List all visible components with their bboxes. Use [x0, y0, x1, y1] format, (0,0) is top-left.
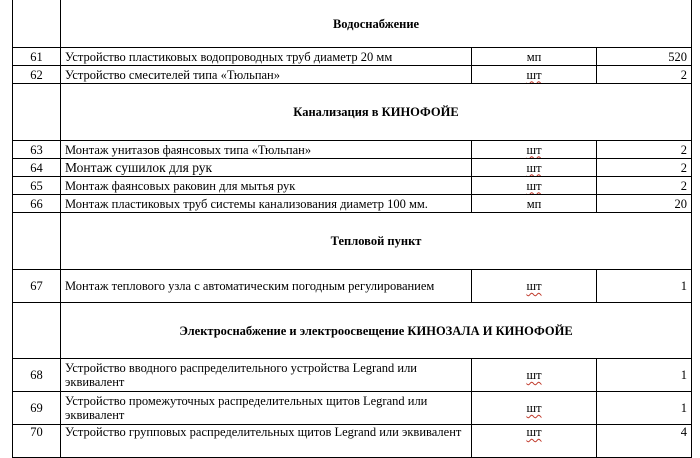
section-number-cell — [13, 303, 61, 359]
section-title: Канализация в КИНОФОЙЕ — [61, 84, 692, 141]
section-header-row — [13, 303, 692, 359]
row-number: 66 — [13, 195, 61, 213]
row-quantity: 4 — [597, 425, 692, 458]
row-unit: шт — [526, 178, 542, 193]
row-quantity: 1 — [597, 392, 692, 425]
row-number: 65 — [13, 177, 61, 195]
estimate-table — [12, 0, 692, 458]
row-name: Устройство групповых распределительных щитов Legrand или эквивалент — [61, 425, 472, 458]
row-number: 61 — [13, 48, 61, 66]
row-name: Устройство пластиковых водопроводных труб диаметр 20 мм — [61, 48, 472, 66]
table-row — [13, 270, 692, 303]
row-number: 68 — [13, 359, 61, 392]
row-name: Устройство промежуточных распределительных щитов Legrand или эквивалент — [61, 392, 472, 425]
row-quantity: 1 — [597, 359, 692, 392]
table-row — [13, 425, 692, 458]
row-number: 63 — [13, 141, 61, 159]
row-number: 62 — [13, 66, 61, 84]
row-quantity: 2 — [597, 66, 692, 84]
row-quantity: 2 — [597, 177, 692, 195]
section-number-cell — [13, 213, 61, 270]
section-header-row — [13, 213, 692, 270]
table-row — [13, 141, 692, 159]
row-name: Монтаж пластиковых труб системы канализования диаметр 100 мм. — [61, 195, 472, 213]
table-row — [13, 159, 692, 177]
section-title: Тепловой пункт — [61, 213, 692, 270]
row-name: Монтаж фаянсовых раковин для мытья рук — [61, 177, 472, 195]
table-row — [13, 392, 692, 425]
table-row — [13, 66, 692, 84]
row-unit: шт — [526, 425, 542, 439]
row-unit: шт — [526, 401, 542, 415]
row-number: 70 — [13, 425, 61, 458]
row-name: Устройство смесителей типа «Тюльпан» — [61, 66, 472, 84]
row-quantity: 520 — [597, 48, 692, 66]
row-name: Монтаж унитазов фаянсовых типа «Тюльпан» — [61, 141, 472, 159]
row-name: Монтаж теплового узла с автоматическим погодным регулированием — [61, 270, 472, 303]
row-quantity: 2 — [597, 159, 692, 177]
row-unit: мп — [472, 195, 597, 213]
row-number: 67 — [13, 270, 61, 303]
row-number: 64 — [13, 159, 61, 177]
row-unit: шт — [526, 160, 542, 175]
section-number-cell — [13, 84, 61, 141]
row-name: Устройство вводного распределительного устройства Legrand или эквивалент — [61, 359, 472, 392]
row-unit: шт — [526, 142, 542, 157]
row-name: Монтаж сушилок для рук — [61, 159, 472, 177]
row-quantity: 1 — [597, 270, 692, 303]
section-header-row — [13, 84, 692, 141]
row-quantity: 2 — [597, 141, 692, 159]
row-number: 69 — [13, 392, 61, 425]
row-unit: шт — [526, 368, 542, 382]
table-row — [13, 195, 692, 213]
table-row — [13, 48, 692, 66]
table-row — [13, 359, 692, 392]
table-row — [13, 177, 692, 195]
row-unit: шт — [526, 279, 542, 293]
section-title: Электроснабжение и электроосвещение КИНОЗАЛА И КИНОФОЙЕ — [61, 303, 692, 359]
section-header-row — [13, 0, 692, 48]
row-unit: мп — [472, 48, 597, 66]
section-title: Водоснабжение — [61, 0, 692, 48]
row-unit: шт — [526, 67, 542, 82]
section-number-cell — [13, 0, 61, 48]
row-quantity: 20 — [597, 195, 692, 213]
